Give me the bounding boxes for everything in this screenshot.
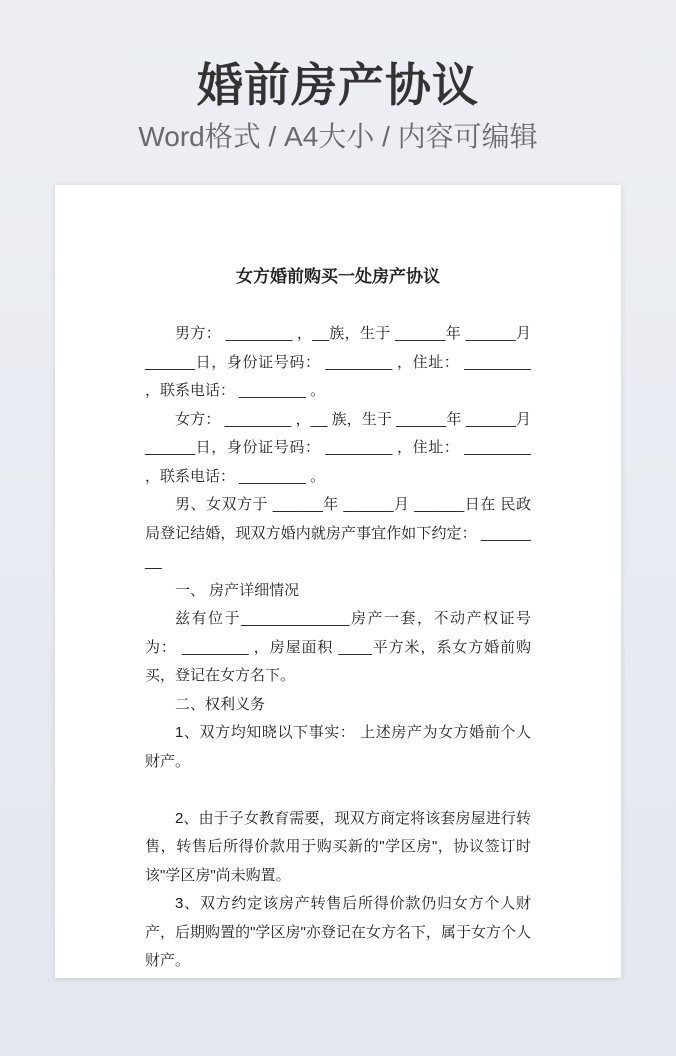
document-paragraph-party-female: 女方： ________ ，__ 族，生于 ______年 ______月______日，身份证号码： ________ ，住址： ________ ，联系电话： ________ 。: [145, 410, 531, 485]
document-paragraph-blank-line: [145, 776, 531, 805]
document-paragraph-party-male: 男方： ________ ，__族，生于 ______年 ______月______日，身份证号码： ________ ，住址： ________ ，联系电话： ________ 。: [145, 325, 531, 399]
document-title: 女方婚前购买一处房产协议: [236, 267, 440, 286]
page-subtitle: Word格式 / A4大小 / 内容可编辑: [138, 121, 538, 152]
document-section-heading-property-details: 一、 房产详细情况: [175, 581, 300, 599]
document-paragraph-clause-2: 2、由于子女教育需要，现双方商定将该套房屋进行转售，转售后所得价款用于购买新的"学区房"，协议签订时该"学区房"尚未购置。: [145, 809, 531, 884]
document-paragraph-clause-3: 3、双方约定该房产转售后所得价款仍归女方个人财产，后期购置的"学区房"亦登记在女方名下，属于女方个人财产。: [145, 895, 531, 969]
document-section-heading-rights-obligations: 二、权利义务: [175, 695, 266, 713]
document-paragraph-clause-1: 1、双方均知晓以下事实： 上述房产为女方婚前个人财产。: [145, 724, 531, 770]
document-paragraph-marriage-registration: 男、女双方于 ______年 ______月 ______日在 民政局登记结婚，现双方婚内就房产事宜作如下约定： ________: [145, 496, 531, 570]
page-title: 婚前房产协议: [197, 59, 479, 111]
document-paragraph-property-description: 兹有位于_____________房产一套，不动产权证号为： ________ ，房屋面积 ____平方米，系女方婚前购买，登记在女方名下。: [145, 610, 531, 684]
document-page: [55, 185, 621, 978]
header: [0, 0, 676, 153]
